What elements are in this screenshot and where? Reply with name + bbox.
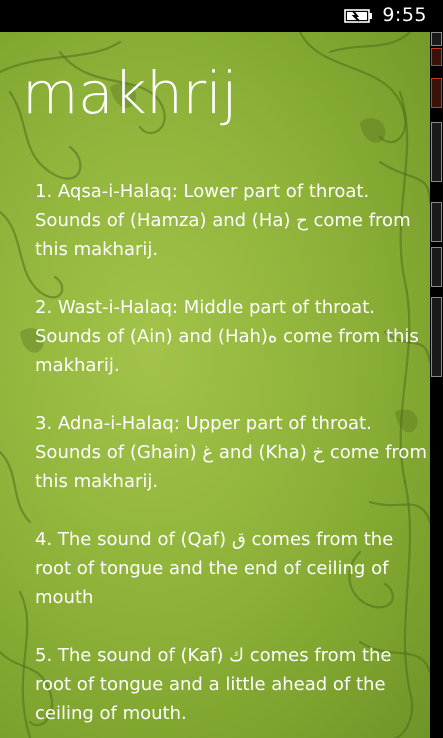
description-text [35, 177, 427, 738]
battery-charging-icon [344, 8, 374, 24]
content-panel[interactable] [0, 32, 430, 738]
strip-thumb [431, 48, 442, 66]
paragraph-1: 1. Aqsa-i-Halaq: Lower part of throat. Sounds of (Hamza) and (Ha) ح come from this makharij. [35, 181, 411, 260]
paragraph-2: 2. Wast-i-Halaq: Middle part of throat. Sounds of (Ain) and (Hah)ه come from this makharij. [35, 297, 419, 376]
paragraph-3: 3. Adna-i-Halaq: Upper part of throat. Sounds of (Ghain) غ and (Kha) خ come from this makharij. [35, 413, 427, 492]
side-thumbnail-strip [430, 32, 443, 738]
strip-thumb [431, 78, 442, 108]
strip-thumb [431, 32, 442, 46]
status-bar [0, 0, 443, 32]
strip-thumb [431, 202, 442, 242]
clock: 9:55 [382, 4, 427, 26]
strip-thumb [431, 122, 442, 182]
strip-thumb [431, 297, 442, 377]
page-title: makhrij [22, 59, 237, 127]
paragraph-5: 5. The sound of (Kaf) ك comes from the root of tongue and a little ahead of the ceiling of mouth. [35, 645, 392, 724]
strip-thumb [431, 247, 442, 287]
paragraph-4: 4. The sound of (Qaf) ق comes from the root of tongue and the end of ceiling of mouth [35, 529, 394, 608]
